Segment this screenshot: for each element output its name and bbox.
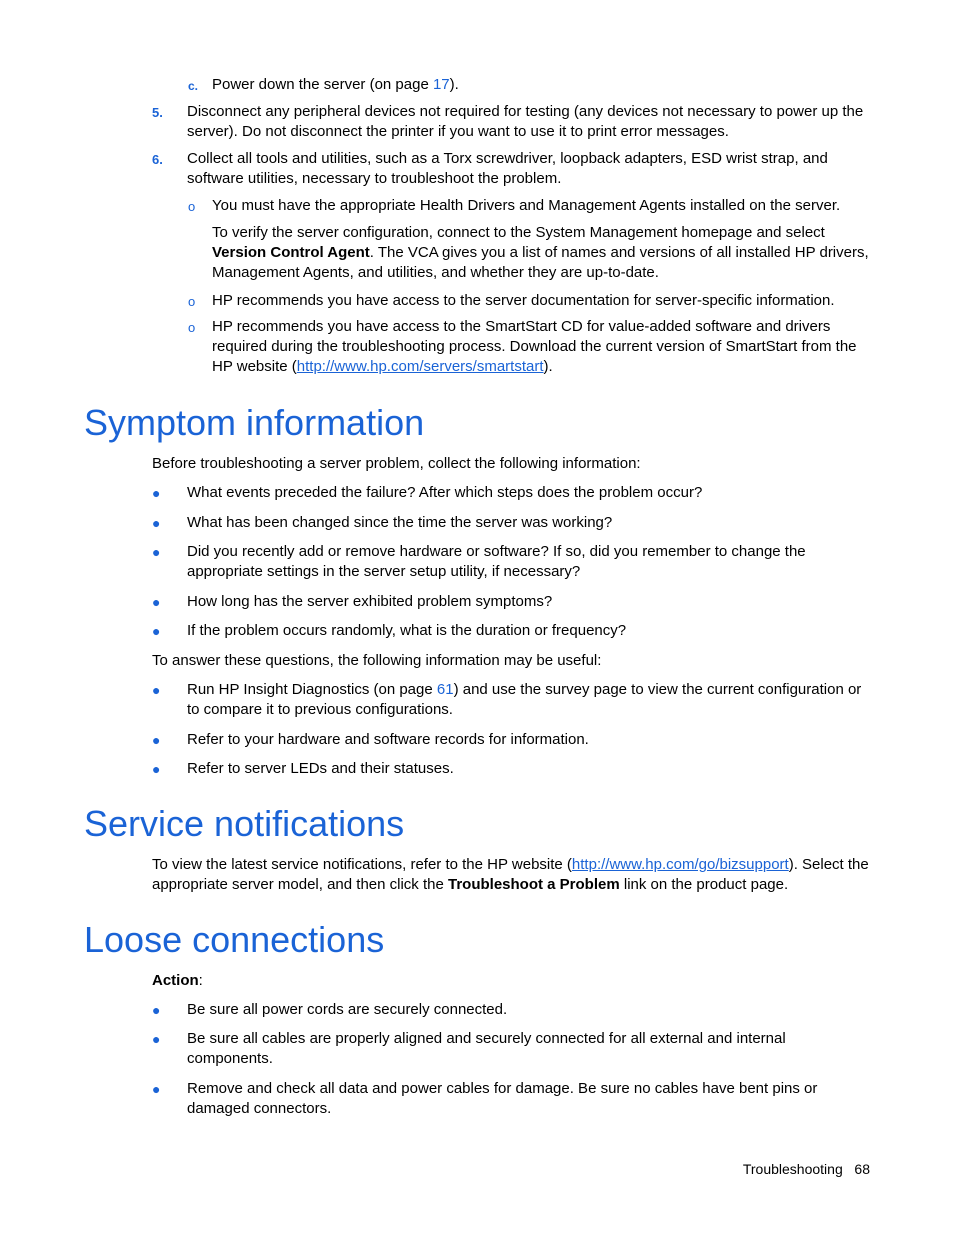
- bullet-dot: ●: [152, 682, 161, 698]
- sub-bullet-3: o: [188, 320, 196, 335]
- symptom-bullet-5: If the problem occurs randomly, what is the duration or frequency?: [187, 622, 627, 639]
- sub-item-server-docs: HP recommends you have access to the server documentation for server-specific information.: [212, 292, 835, 309]
- bullet-dot: ●: [152, 761, 161, 777]
- footer-page-number: 68: [854, 1161, 870, 1177]
- footer-section: Troubleshooting: [742, 1161, 843, 1177]
- loose-bullet-3: Remove and check all data and power cables for damage. Be sure no cables have bent pins or damaged connectors.: [187, 1080, 818, 1117]
- useful-bullet-diagnostics: Run HP Insight Diagnostics (on page 61) and use the survey page to view the current configuration or to compare it to previous configurations.: [187, 681, 862, 718]
- bullet-dot: ●: [152, 485, 161, 501]
- bullet-dot: ●: [152, 1002, 161, 1018]
- version-control-agent-label: Version Control Agent: [212, 244, 370, 261]
- list-marker-c: c.: [188, 79, 199, 93]
- symptom-bullet-1: What events preceded the failure? After which steps does the problem occur?: [187, 484, 703, 501]
- loose-bullet-1: Be sure all power cords are securely connected.: [187, 1001, 508, 1018]
- bullet-dot: ●: [152, 623, 161, 639]
- sub-bullet-2: o: [188, 294, 196, 309]
- bizsupport-link[interactable]: http://www.hp.com/go/bizsupport: [571, 856, 789, 873]
- symptom-bullet-4: How long has the server exhibited problem symptoms?: [187, 593, 553, 610]
- symptom-bullet-3: Did you recently add or remove hardware or software? If so, did you remember to change the appropriate settings in the server setup utility, if necessary?: [187, 543, 806, 580]
- bullet-dot: ●: [152, 1031, 161, 1047]
- heading-service-notifications: Service notifications: [84, 803, 405, 844]
- bullet-dot: ●: [152, 732, 161, 748]
- symptom-bullet-2: What has been changed since the time the server was working?: [187, 514, 613, 531]
- bullet-dot: ●: [152, 1081, 161, 1097]
- bullet-dot: ●: [152, 594, 161, 610]
- useful-bullet-records: Refer to your hardware and software records for information.: [187, 731, 589, 748]
- list-marker-6: 6.: [152, 152, 163, 167]
- page-link-61[interactable]: 61: [436, 681, 454, 698]
- useful-bullet-leds: Refer to server LEDs and their statuses.: [187, 760, 454, 777]
- sub-item-verify-paragraph: To verify the server configuration, connect to the System Management homepage and select Version Control Agent. The VCA gives you a list of names and versions of all installed HP drivers, Management Agents, and utilities, and whether they are up-to-date.: [212, 224, 869, 281]
- bullet-dot: ●: [152, 515, 161, 531]
- sub-bullet-1: o: [188, 199, 196, 214]
- action-label: Action: [152, 972, 199, 989]
- list-marker-5: 5.: [152, 105, 163, 120]
- service-paragraph: To view the latest service notifications, refer to the HP website (http://www.hp.com/go/bizsupport). Select the appropriate server model, and then click the Troubleshoot a Problem link on the product page.: [152, 856, 869, 893]
- sub-item-health-drivers: You must have the appropriate Health Drivers and Management Agents installed on the server.: [212, 197, 841, 214]
- smartstart-link[interactable]: http://www.hp.com/servers/smartstart: [296, 358, 544, 375]
- list-item-5: Disconnect any peripheral devices not required for testing (any devices not necessary to power up the server). Do not disconnect the printer if you want to use it to print error messages.: [187, 103, 864, 140]
- list-item-c: Power down the server (on page 17).: [212, 76, 459, 93]
- symptom-intro: Before troubleshooting a server problem, collect the following information:: [152, 455, 641, 472]
- symptom-intro-2: To answer these questions, the following information may be useful:: [152, 652, 602, 669]
- heading-symptom-information: Symptom information: [84, 402, 425, 443]
- action-label-line: Action:: [152, 972, 203, 989]
- loose-bullet-2: Be sure all cables are properly aligned and securely connected for all external and internal components.: [187, 1030, 786, 1067]
- page-footer: [743, 1159, 870, 1179]
- heading-loose-connections: Loose connections: [84, 919, 385, 960]
- bullet-dot: ●: [152, 544, 161, 560]
- sub-item-smartstart: HP recommends you have access to the SmartStart CD for value-added software and drivers required during the troubleshooting process. Download the current version of SmartStart from the HP website (http://www.hp.com/servers/smartstart).: [212, 318, 857, 375]
- troubleshoot-problem-label: Troubleshoot a Problem: [448, 876, 620, 893]
- page-link-17[interactable]: 17: [432, 76, 450, 93]
- list-item-6: Collect all tools and utilities, such as a Torx screwdriver, loopback adapters, ESD wrist strap, and software utilities, necessary to troubleshoot the problem.: [187, 150, 828, 187]
